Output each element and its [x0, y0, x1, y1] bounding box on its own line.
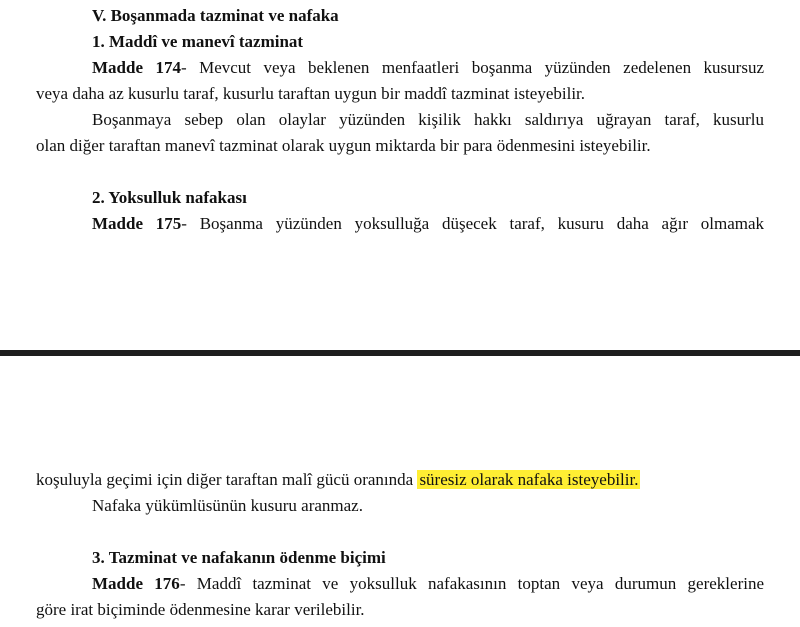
article-175-text-1: - Boşanma yüzünden yoksulluğa düşecek taraf, kusuru daha ağır olmamak: [181, 214, 765, 233]
article-174-para-2-line-1: Boşanmaya sebep olan olaylar yüzünden kişilik hakkı saldırıya uğrayan taraf, kusurlu: [92, 110, 764, 129]
article-175-line-1: [92, 214, 764, 234]
article-175-label: Madde 175: [92, 214, 182, 233]
article-174-para-2-line-2: olan diğer taraftan manevî tazminat olarak uygun miktarda bir para ödenmesini isteyebilir.: [36, 136, 651, 155]
article-176-line-2: göre irat biçiminde ödenmesine karar verilebilir.: [36, 600, 365, 619]
subsection-heading-nafaka: 2. Yoksulluk nafakası: [92, 188, 247, 207]
article-176-line-1: [92, 574, 764, 594]
article-176-label: Madde 176: [92, 574, 180, 593]
article-174-text-1: - Mevcut veya beklenen menfaatleri boşanma yüzünden zedelenen kusursuz: [180, 58, 764, 77]
highlighted-text: süresiz olarak nafaka isteyebilir.: [419, 470, 639, 489]
article-176-text-1: - Maddî tazminat ve yoksulluk nafakasının toptan veya durumun gereklerine: [179, 574, 764, 593]
section-heading: V. Boşanmada tazminat ve nafaka: [92, 6, 339, 25]
subsection-heading-odenme: 3. Tazminat ve nafakanın ödenme biçimi: [92, 548, 386, 567]
article-175-text-2: koşuluyla geçimi için diğer taraftan malî gücü oranında: [36, 470, 418, 489]
article-175-line-2: [36, 470, 640, 490]
subsection-heading-tazminat: 1. Maddî ve manevî tazminat: [92, 32, 304, 51]
article-174-label: Madde 174: [92, 58, 181, 77]
article-174-line-1: [92, 58, 764, 78]
article-174-line-2: veya daha az kusurlu taraf, kusurlu taraftan uygun bir maddî tazminat isteyebilir.: [36, 84, 586, 103]
article-175-para-2: Nafaka yükümlüsünün kusuru aranmaz.: [92, 496, 363, 515]
page-divider: [0, 350, 800, 356]
